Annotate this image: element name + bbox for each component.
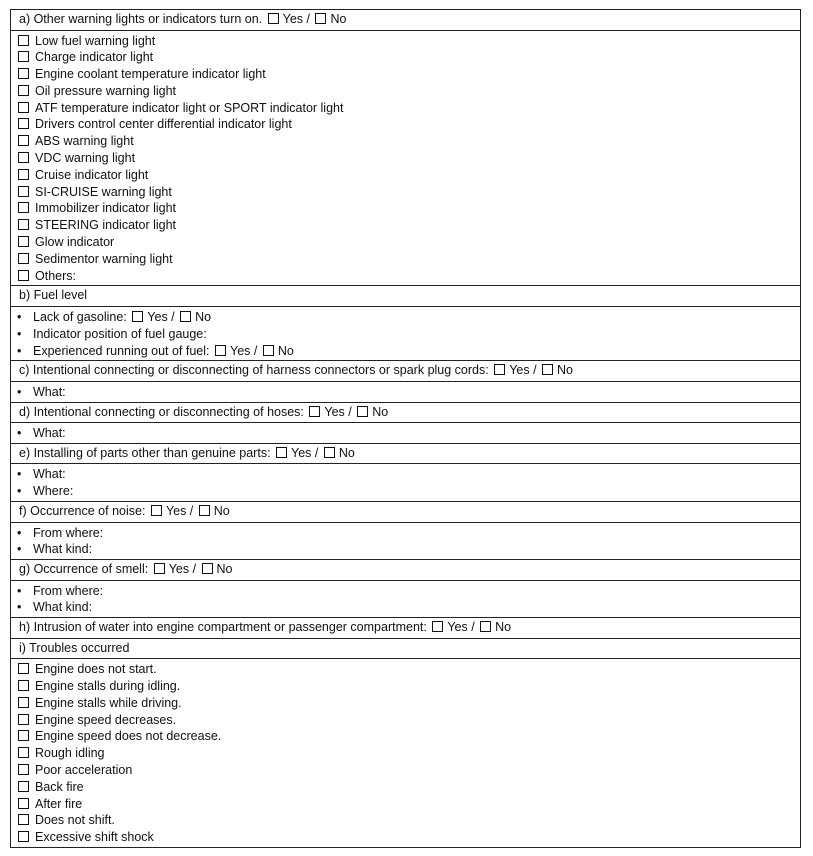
item-checkbox[interactable] xyxy=(18,831,29,842)
checklist-item xyxy=(11,217,800,234)
item-checkbox[interactable] xyxy=(18,35,29,46)
section-g-no-checkbox[interactable] xyxy=(202,563,213,574)
checklist-item-label: VDC warning light xyxy=(35,151,136,166)
section-d-yes-label: Yes / xyxy=(324,404,352,419)
bullet-marker: • xyxy=(17,426,22,441)
checklist-item-label: SI-CRUISE warning light xyxy=(35,184,172,199)
section-b-title: b) Fuel level xyxy=(19,288,88,303)
section-a-no-label: No xyxy=(330,12,347,26)
section-d-header xyxy=(11,403,800,424)
item-checkbox[interactable] xyxy=(18,253,29,264)
checklist-item xyxy=(11,678,800,695)
checklist-item xyxy=(11,49,800,66)
checklist-item-label: Engine stalls during idling. xyxy=(35,679,181,694)
section-c-no-checkbox[interactable] xyxy=(542,364,553,375)
section-f-yes-label: Yes / xyxy=(165,504,194,519)
checklist-item-label: ABS warning light xyxy=(35,134,134,149)
section-d-details xyxy=(11,423,800,444)
section-e-yes-label: Yes / xyxy=(291,445,319,460)
section-h-yes-label: Yes / xyxy=(447,620,475,635)
item-checkbox[interactable] xyxy=(18,781,29,792)
section-c-title: c) Intentional connecting or disconnecting of harness connectors or spark plug cords: xyxy=(19,363,489,378)
section-f-yes-checkbox[interactable] xyxy=(151,505,162,516)
bullet-no-label: No xyxy=(195,309,212,324)
bullet-item xyxy=(11,525,800,542)
item-checkbox[interactable] xyxy=(18,186,29,197)
section-c-yes-checkbox[interactable] xyxy=(494,364,505,375)
section-g-yes-checkbox[interactable] xyxy=(154,563,165,574)
bullet-item-label: What: xyxy=(33,384,66,399)
item-checkbox[interactable] xyxy=(18,814,29,825)
section-e-no-label: No xyxy=(338,445,355,460)
checklist-item xyxy=(11,712,800,729)
checklist-item xyxy=(11,268,800,285)
section-e-header xyxy=(11,444,800,465)
section-e-title: e) Installing of parts other than genuine parts: xyxy=(19,445,271,460)
checklist-item-label: Engine speed does not decrease. xyxy=(35,729,222,744)
bullet-marker: • xyxy=(17,525,22,540)
checklist-item-label: ATF temperature indicator light or SPORT indicator light xyxy=(35,100,344,115)
section-h-yes-checkbox[interactable] xyxy=(432,621,443,632)
bullet-yes-label: Yes / xyxy=(147,309,175,324)
checklist-item xyxy=(11,66,800,83)
bullet-marker: • xyxy=(17,542,22,557)
checklist-item xyxy=(11,200,800,217)
bullet-marker: • xyxy=(17,583,22,598)
bullet-no-checkbox[interactable] xyxy=(263,345,274,356)
checklist-item-label: Back fire xyxy=(35,779,84,794)
bullet-item xyxy=(11,583,800,600)
checklist-item xyxy=(11,745,800,762)
checklist-item-label: Immobilizer indicator light xyxy=(35,201,177,216)
section-c-details xyxy=(11,382,800,403)
section-f-no-checkbox[interactable] xyxy=(199,505,210,516)
section-g-yes-label: Yes / xyxy=(168,562,197,577)
item-checkbox[interactable] xyxy=(18,236,29,247)
section-a-checklist xyxy=(11,31,800,287)
checklist-item xyxy=(11,83,800,100)
checklist-item xyxy=(11,812,800,829)
item-checkbox[interactable] xyxy=(18,152,29,163)
section-i-checklist xyxy=(11,659,800,848)
bullet-marker: • xyxy=(17,384,22,399)
bullet-item-label: Indicator position of fuel gauge: xyxy=(33,326,207,341)
checklist-item-label: After fire xyxy=(35,796,83,811)
checklist-item xyxy=(11,695,800,712)
checklist-item-label: Engine does not start. xyxy=(35,662,157,677)
section-a-no-checkbox[interactable] xyxy=(315,13,326,24)
section-e-no-checkbox[interactable] xyxy=(324,447,335,458)
section-b-details xyxy=(11,307,800,361)
section-d-title: d) Intentional connecting or disconnecting of hoses: xyxy=(19,404,304,419)
bullet-item xyxy=(11,599,800,616)
bullet-item-label: Where: xyxy=(33,484,74,499)
checklist-item xyxy=(11,184,800,201)
section-c-no-label: No xyxy=(557,363,574,378)
bullet-yes-label: Yes / xyxy=(230,343,258,358)
checklist-item xyxy=(11,796,800,813)
item-checkbox[interactable] xyxy=(18,747,29,758)
bullet-no-checkbox[interactable] xyxy=(180,311,191,322)
section-b-header xyxy=(11,286,800,307)
bullet-item-label: What: xyxy=(33,467,66,482)
section-f-no-label: No xyxy=(213,504,230,519)
bullet-yes-checkbox[interactable] xyxy=(132,311,143,322)
checklist-item-label: Glow indicator xyxy=(35,235,115,250)
checklist-item-label: Engine speed decreases. xyxy=(35,712,177,727)
checklist-item xyxy=(11,829,800,846)
checklist-item xyxy=(11,33,800,50)
item-checkbox[interactable] xyxy=(18,714,29,725)
section-f-title: f) Occurrence of noise: xyxy=(19,504,146,519)
section-e-details xyxy=(11,464,800,502)
bullet-item xyxy=(11,384,800,401)
checklist-item-label: Low fuel warning light xyxy=(35,33,156,48)
item-checkbox[interactable] xyxy=(18,85,29,96)
item-checkbox[interactable] xyxy=(18,270,29,281)
checklist-item xyxy=(11,728,800,745)
checklist-item-label: Poor acceleration xyxy=(35,763,133,777)
bullet-marker: • xyxy=(17,309,22,324)
questionnaire-form xyxy=(10,9,801,848)
section-g-header xyxy=(11,560,800,581)
checklist-item xyxy=(11,116,800,133)
checklist-item-label: Rough idling xyxy=(35,746,105,761)
section-a-yes-checkbox[interactable] xyxy=(268,13,279,24)
bullet-yes-checkbox[interactable] xyxy=(215,345,226,356)
section-h-title: h) Intrusion of water into engine compartment or passenger compartment: xyxy=(19,620,427,635)
item-checkbox[interactable] xyxy=(18,51,29,62)
section-c-header xyxy=(11,361,800,382)
item-checkbox[interactable] xyxy=(18,135,29,146)
item-checkbox[interactable] xyxy=(18,798,29,809)
bullet-item xyxy=(11,466,800,483)
section-f-details xyxy=(11,523,800,561)
section-a-header xyxy=(11,10,800,31)
section-d-no-checkbox[interactable] xyxy=(357,406,368,417)
checklist-item-label: Cruise indicator light xyxy=(35,167,149,182)
checklist-item xyxy=(11,133,800,150)
bullet-item xyxy=(11,483,800,500)
bullet-item-label: What kind: xyxy=(33,600,93,615)
checklist-item xyxy=(11,251,800,268)
checklist-item-label: Oil pressure warning light xyxy=(35,83,177,98)
checklist-item xyxy=(11,150,800,167)
bullet-marker: • xyxy=(17,600,22,615)
item-checkbox[interactable] xyxy=(18,118,29,129)
bullet-marker: • xyxy=(17,343,22,358)
section-f-header xyxy=(11,502,800,523)
section-h-no-label: No xyxy=(495,620,512,635)
section-e-yes-checkbox[interactable] xyxy=(276,447,287,458)
section-h-no-checkbox[interactable] xyxy=(480,621,491,632)
checklist-item-label: Engine stalls while driving. xyxy=(35,695,182,710)
bullet-item xyxy=(11,309,800,326)
bullet-item xyxy=(11,425,800,442)
bullet-item-label: What: xyxy=(33,426,66,441)
item-checkbox[interactable] xyxy=(18,730,29,741)
item-checkbox[interactable] xyxy=(18,697,29,708)
section-a-yes-label: Yes / xyxy=(282,12,310,26)
checklist-item-label: STEERING indicator light xyxy=(35,218,177,233)
bullet-item-label: From where: xyxy=(33,583,104,598)
item-checkbox[interactable] xyxy=(18,764,29,775)
bullet-marker: • xyxy=(17,484,22,499)
bullet-marker: • xyxy=(17,467,22,482)
item-checkbox[interactable] xyxy=(18,169,29,180)
checklist-item-label: Does not shift. xyxy=(35,813,115,828)
checklist-item xyxy=(11,100,800,117)
section-d-no-label: No xyxy=(372,404,389,419)
bullet-marker: • xyxy=(17,326,22,341)
item-checkbox[interactable] xyxy=(18,68,29,79)
bullet-item xyxy=(11,343,800,360)
checklist-item-label: Charge indicator light xyxy=(35,50,154,65)
checklist-item-label: Others: xyxy=(35,268,76,283)
bullet-item xyxy=(11,326,800,343)
section-g-title: g) Occurrence of smell: xyxy=(19,562,149,577)
section-i-header xyxy=(11,639,800,660)
item-checkbox[interactable] xyxy=(18,663,29,674)
item-checkbox[interactable] xyxy=(18,202,29,213)
section-g-no-label: No xyxy=(216,562,233,577)
item-checkbox[interactable] xyxy=(18,680,29,691)
checklist-item xyxy=(11,779,800,796)
checklist-item-label: Drivers control center differential indicator light xyxy=(35,117,292,132)
section-i-title: i) Troubles occurred xyxy=(19,640,130,655)
checklist-item xyxy=(11,234,800,251)
section-h-header xyxy=(11,618,800,639)
checklist-item xyxy=(11,167,800,184)
section-a-title: a) Other warning lights or indicators turn on. xyxy=(19,12,263,26)
item-checkbox[interactable] xyxy=(18,219,29,230)
section-c-yes-label: Yes / xyxy=(509,363,537,378)
bullet-item xyxy=(11,541,800,558)
checklist-item xyxy=(11,762,800,779)
section-g-details xyxy=(11,581,800,619)
checklist-item-label: Engine coolant temperature indicator light xyxy=(35,67,266,82)
checklist-item-label: Sedimentor warning light xyxy=(35,251,173,266)
section-d-yes-checkbox[interactable] xyxy=(309,406,320,417)
bullet-item-label: Lack of gasoline: xyxy=(33,309,127,324)
checklist-item-label: Excessive shift shock xyxy=(35,830,154,845)
bullet-item-label: From where: xyxy=(33,525,104,540)
checklist-item xyxy=(11,661,800,678)
bullet-no-label: No xyxy=(277,343,294,358)
bullet-item-label: Experienced running out of fuel: xyxy=(33,343,210,358)
bullet-item-label: What kind: xyxy=(33,542,93,557)
item-checkbox[interactable] xyxy=(18,102,29,113)
